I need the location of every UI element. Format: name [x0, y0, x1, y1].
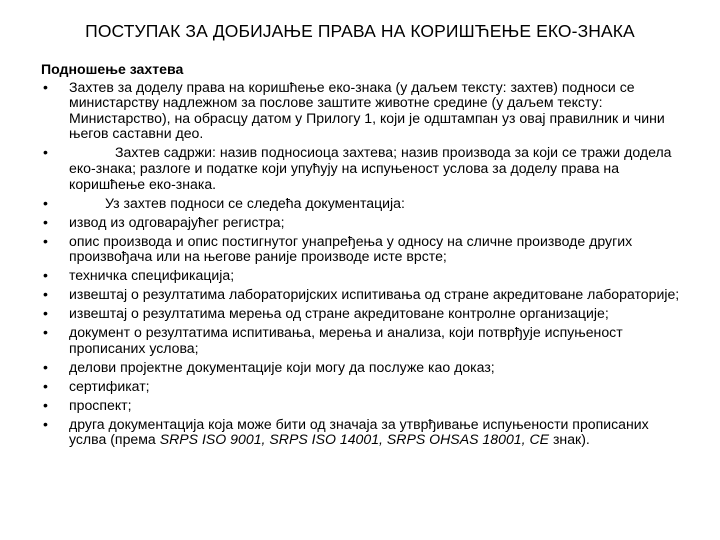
list-item: [41, 215, 681, 231]
list-item: [41, 379, 681, 395]
list-item-text: проспект;: [69, 396, 132, 413]
slide-content: [41, 62, 681, 451]
list-item-last: [41, 417, 681, 448]
list-item: [41, 360, 681, 376]
bullet-icon: •: [43, 396, 48, 413]
bullet-icon: •: [43, 324, 48, 341]
bullet-icon: •: [43, 213, 48, 230]
list-item-text: сертификат;: [69, 377, 150, 394]
standards-text: SRPS ISO 9001, SRPS ISO 14001, SRPS OHSAS 18001, CE: [159, 431, 550, 448]
list-item-text: техничка спецификација;: [69, 267, 235, 284]
list-item: [41, 145, 681, 192]
bullet-list: [41, 80, 681, 448]
list-item-text: извештај о резултатима мерења од стране акредитоване контролне организације;: [69, 305, 609, 322]
bullet-icon: •: [43, 232, 48, 249]
list-item: [41, 268, 681, 284]
list-item: [41, 80, 681, 142]
list-item: [41, 287, 681, 303]
list-item-text: опис производа и опис постигнутог унапређења у односу на сличне производе других произвођача или на његове раније производе исте врсте;: [69, 232, 633, 265]
list-item: [41, 398, 681, 414]
list-item-text: извештај о резултатима лабораторијских испитивања од стране акредитоване лабораторије;: [69, 286, 680, 303]
list-item-text: Захтев за доделу права на коришћење еко-знака (у даљем тексту: захтев) подноси се министарству надлежном за послове заштите животне средине (у даљем тексту: Министарство), на обрасцу датом у Прилогу 1, који је одштампан уз овај правилник и чини његов саставни део.: [69, 78, 665, 142]
list-item-text-end: знак).: [549, 431, 590, 448]
bullet-icon: •: [43, 415, 48, 432]
list-item-text: документ о резултатима испитивања, мерења и анализа, који потврђује испуњеност прописаних услова;: [69, 324, 623, 356]
bullet-icon: •: [43, 267, 48, 284]
list-item: [41, 325, 681, 356]
list-item-text: друга документација која може бити од значаја за утврђивање испуњености прописаних услва (према: [69, 415, 649, 448]
section-subtitle: Подношење захтева: [41, 61, 184, 77]
bullet-icon: •: [43, 78, 48, 95]
bullet-icon: •: [43, 286, 48, 303]
bullet-icon: •: [43, 305, 48, 322]
list-item-text: Захтев садржи: назив подносиоца захтева; назив производа за који се тражи додела еко-знака; разлоге и податке који упућују на испуњеност услова за доделу права на коришћење еко-знака.: [69, 144, 672, 192]
list-item-text: извод из одговарајућег регистра;: [69, 213, 285, 230]
list-item-text: Уз захтев подноси се следећа документација:: [105, 194, 405, 211]
list-item: [41, 234, 681, 265]
list-item-text: делови пројектне документације који могу да послуже као доказ;: [69, 358, 495, 375]
list-item: [41, 196, 681, 212]
bullet-icon: •: [43, 194, 48, 211]
slide-title: ПОСТУПАК ЗА ДОБИЈАЊЕ ПРАВА НА КОРИШЋЕЊЕ ЕКО-ЗНАКА: [85, 21, 635, 41]
bullet-icon: •: [43, 144, 48, 161]
bullet-icon: •: [43, 358, 48, 375]
list-item: [41, 306, 681, 322]
bullet-icon: •: [43, 377, 48, 394]
